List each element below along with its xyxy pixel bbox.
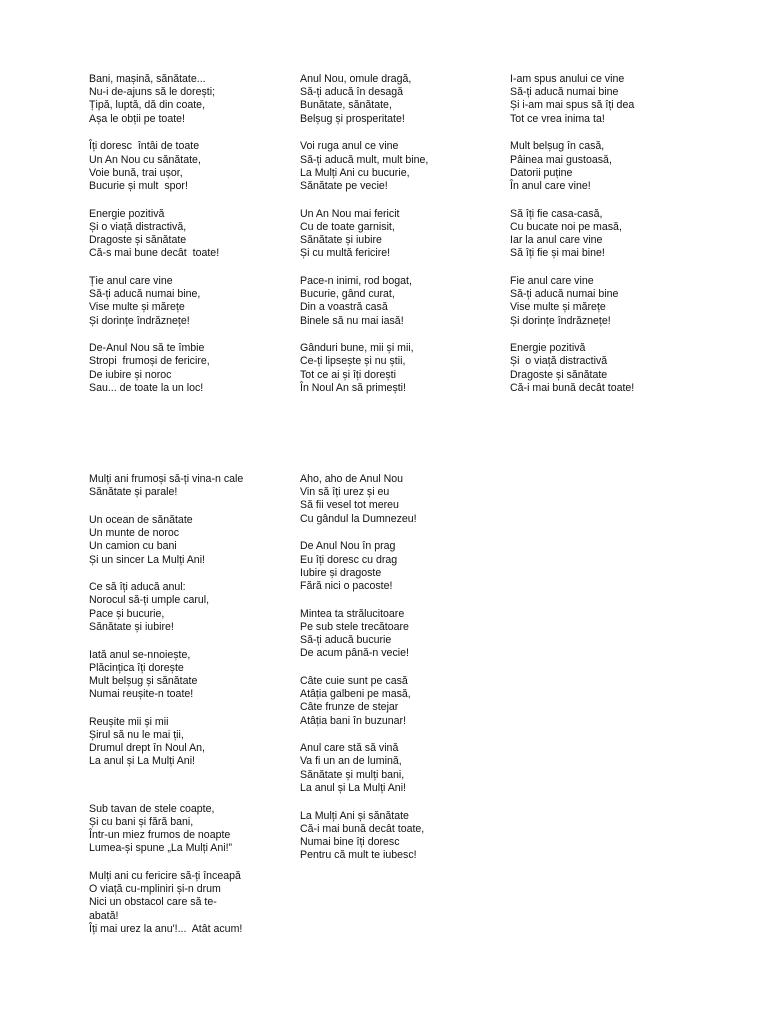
poem-line: Vise multe și mărețe [510,301,606,314]
column-middle-top [300,73,530,410]
poem-line: Și dorințe îndrăznețe! [510,314,611,327]
poem-line: Ție anul care vine [89,274,173,287]
poem-line: Mulți ani frumoși să-ți vina-n cale [89,473,244,485]
poem-line: Și cu bani și fără bani, [89,815,194,828]
poem-line: Să îți fie și mai bine! [510,247,605,260]
poem-line: Și cu multă fericire! [300,247,391,260]
poem-line: Vise multe și mărețe [89,301,185,314]
stanza [89,342,319,395]
poem-line: Și o viață distractivă [510,355,608,368]
poem-line: Să îți fie casa-casă, [510,207,603,220]
poem-line: Un camion cu bani [89,540,177,553]
stanza [89,581,279,634]
poem-line: Sănătate pe vecie! [300,179,388,192]
stanza [510,208,740,261]
poem-line: Din a voastră casă [300,301,388,314]
stanza [89,73,319,126]
stanza [89,275,319,328]
poem-line: Reușite mii și mii [89,715,169,728]
poem-line: Iubire și dragoste [300,566,382,579]
poem-line: Pâinea mai gustoasă, [510,153,612,166]
stanza [510,140,740,193]
poem-line: Să-ți aducă numai bine [510,288,619,301]
poem-line: Și i-am mai spus să îți dea [510,99,635,112]
poem-line: Să-ți aducă numai bine, [89,288,201,301]
poem-line: Tot ce ai și îți dorești [300,368,396,381]
poem-line: Sănătate și parale! [89,486,178,499]
poem-line: Stropi frumoși de fericire, [89,355,210,368]
poem-line: Să-ți aducă mult, mult bine, [300,153,429,166]
poem-line: Mulți ani cu fericire să-ți înceapă [89,869,241,882]
poem-line: Cu de toate garnisit, [300,220,395,233]
stanza [510,275,740,328]
poem-line: Pace-n inimi, rod bogat, [300,274,412,287]
poem-line: Șirul să nu le mai ții, [89,729,184,742]
poem-line: Țipă, luptă, dă din coate, [89,99,206,112]
poem-line: Într-un miez frumos de noapte [89,829,231,842]
poem-line: Mintea ta strălucitoare [300,607,405,620]
stanza [510,73,740,126]
poem-line: Pe sub stele trecătoare [300,620,409,633]
poem-line: Aho, aho de Anul Nou [300,473,404,485]
poem-line: Voie bună, trai ușor, [89,166,183,179]
poem-line: De Anul Nou în prag [300,540,396,553]
poem-line: Că-s mai bune decât toate! [89,247,220,260]
poem-line: Voi ruga anul ce vine [300,140,399,153]
poem-line: Bani, mașină, sănătate... [89,73,206,85]
poem-line: La Mulți Ani și sănătate [300,809,409,822]
poem-line: Energie pozitivă [510,342,586,355]
poem-line: Mult belșug în casă, [510,140,605,153]
poem-line: Pace și bucurie, [89,607,165,620]
poem-line: Bucurie și mult spor! [89,179,188,192]
poem-line: Datorii puține [510,166,573,179]
poem-line: Să-ți aducă în desagă [300,86,404,99]
stanza [300,73,530,126]
poem-line: Să fii vesel tot mereu [300,499,399,512]
poem-line: În anul care vine! [510,179,591,192]
stanza [300,810,530,863]
poem-line: La anul și La Mulți Ani! [300,781,406,794]
poem-line: La Mulți Ani cu bucurie, [300,166,410,179]
poem-line: Binele să nu mai iasă! [300,314,404,327]
poem-line: De iubire și noroc [89,368,172,381]
stanza [300,473,530,526]
poem-line: Vin să îți urez și eu [300,486,390,499]
poem-line: În Noul An să primești! [300,381,406,394]
poem-line: Numai reușite-n toate! [89,688,194,701]
column-left-top [89,73,319,410]
poem-line: Sau... de toate la un loc! [89,381,204,394]
stanza [89,803,279,856]
stanza [510,342,740,395]
poem-line: Ce să îți aducă anul: [89,581,186,594]
poem-line: La anul și La Mulți Ani! [89,755,195,768]
poem-line: Drumul drept în Noul An, [89,742,205,755]
poem-line: Un ocean de sănătate [89,513,193,526]
poem-line: Nici un obstacol care să te- [89,896,217,909]
poem-line: O viață cu-mpliniri și-n drum [89,883,221,896]
poem-line: Atâția galbeni pe masă, [300,688,411,701]
poem-line: Fie anul care vine [510,274,594,287]
stanza [300,608,530,661]
poem-line: Ce-ți lipsește și nu știi, [300,355,406,368]
poem-line: Bucurie, gând curat, [300,288,395,301]
stanza [89,473,279,499]
poem-line: Numai bine îți doresc [300,835,400,848]
poem-line: Anul care stă să vină [300,742,399,755]
poem-line: Fără nici o pacoste! [300,579,393,592]
stanza [89,140,319,193]
poem-line: Câte cuie sunt pe casă [300,674,408,687]
poem-line: Dragoste și sănătate [510,368,608,381]
stanza [89,208,319,261]
poem-line: Și un sincer La Mulți Ani! [89,553,205,566]
stanza [300,275,530,328]
poem-line: Așa le obții pe toate! [89,112,185,125]
poem-line: Și dorințe îndrăznețe! [89,314,190,327]
poem-line: Tot ce vrea inima ta! [510,112,605,125]
stanza [89,716,279,769]
poem-line: Plăcințica îți dorește [89,661,184,674]
poem-line: Și o viață distractivă, [89,220,187,233]
stanza [300,540,530,593]
stanza [89,649,279,702]
stanza [89,514,279,567]
poem-line: Sănătate și iubire [300,234,382,247]
poem-line: Lumea-și spune „La Mulți Ani!” [89,842,233,855]
poem-line: Cu gândul la Dumnezeu! [300,512,417,525]
poem-line: Gânduri bune, mii și mii, [300,342,414,355]
stanza [300,675,530,728]
poem-line: I-am spus anului ce vine [510,73,625,85]
stanza [300,208,530,261]
poem-line: Energie pozitivă [89,207,165,220]
poem-line: Îți mai urez la anu'!... Atât acum! [89,922,243,935]
poem-line: Belșug și prosperitate! [300,112,405,125]
poem-line: abată! [89,909,119,922]
poem-line: Nu-i de-ajuns să le dorești; [89,86,216,99]
poem-line: Iată anul se-nnoiește, [89,648,191,661]
column-right-top [510,73,740,410]
column-left-bottom [89,473,279,950]
poem-line: De acum până-n vecie! [300,647,409,660]
poem-line: Un An Nou cu sănătate, [89,153,201,166]
poem-line: Iar la anul care vine [510,234,603,247]
poem-line: Sub tavan de stele coapte, [89,802,215,815]
poem-line: Un munte de noroc [89,527,180,540]
poem-line: Sănătate și iubire! [89,620,174,633]
poem-line: Eu îți doresc cu drag [300,553,398,566]
poem-line: Va fi un an de lumină, [300,755,402,768]
poem-line: Un An Nou mai fericit [300,207,400,220]
poem-line: Dragoste și sănătate [89,234,187,247]
poem-line: Cu bucate noi pe masă, [510,220,622,233]
poem-line: Sănătate și mulți bani, [300,768,405,781]
stanza [300,140,530,193]
stanza [300,342,530,395]
poem-line: Mult belșug și sănătate [89,674,198,687]
poem-line: Norocul să-ți umple carul, [89,594,210,607]
poem-line: Anul Nou, omule dragă, [300,73,412,85]
poem-line: Să-ți aducă bucurie [300,634,392,647]
stanza [300,742,530,795]
poem-line: Că-i mai bună decât toate, [300,822,425,835]
poem-line: Atâția bani în buzunar! [300,714,407,727]
poem-line: Câte frunze de stejar [300,701,399,714]
poem-line: Îți doresc întâi de toate [89,140,200,153]
poem-line: De-Anul Nou să te îmbie [89,342,205,355]
poem-line: Să-ți aducă numai bine [510,86,619,99]
stanza [89,870,279,936]
poem-line: Bunătate, sănătate, [300,99,392,112]
column-middle-bottom [300,473,530,877]
poem-line: Pentru că mult te iubesc! [300,849,417,862]
poem-line: Că-i mai bună decât toate! [510,381,635,394]
